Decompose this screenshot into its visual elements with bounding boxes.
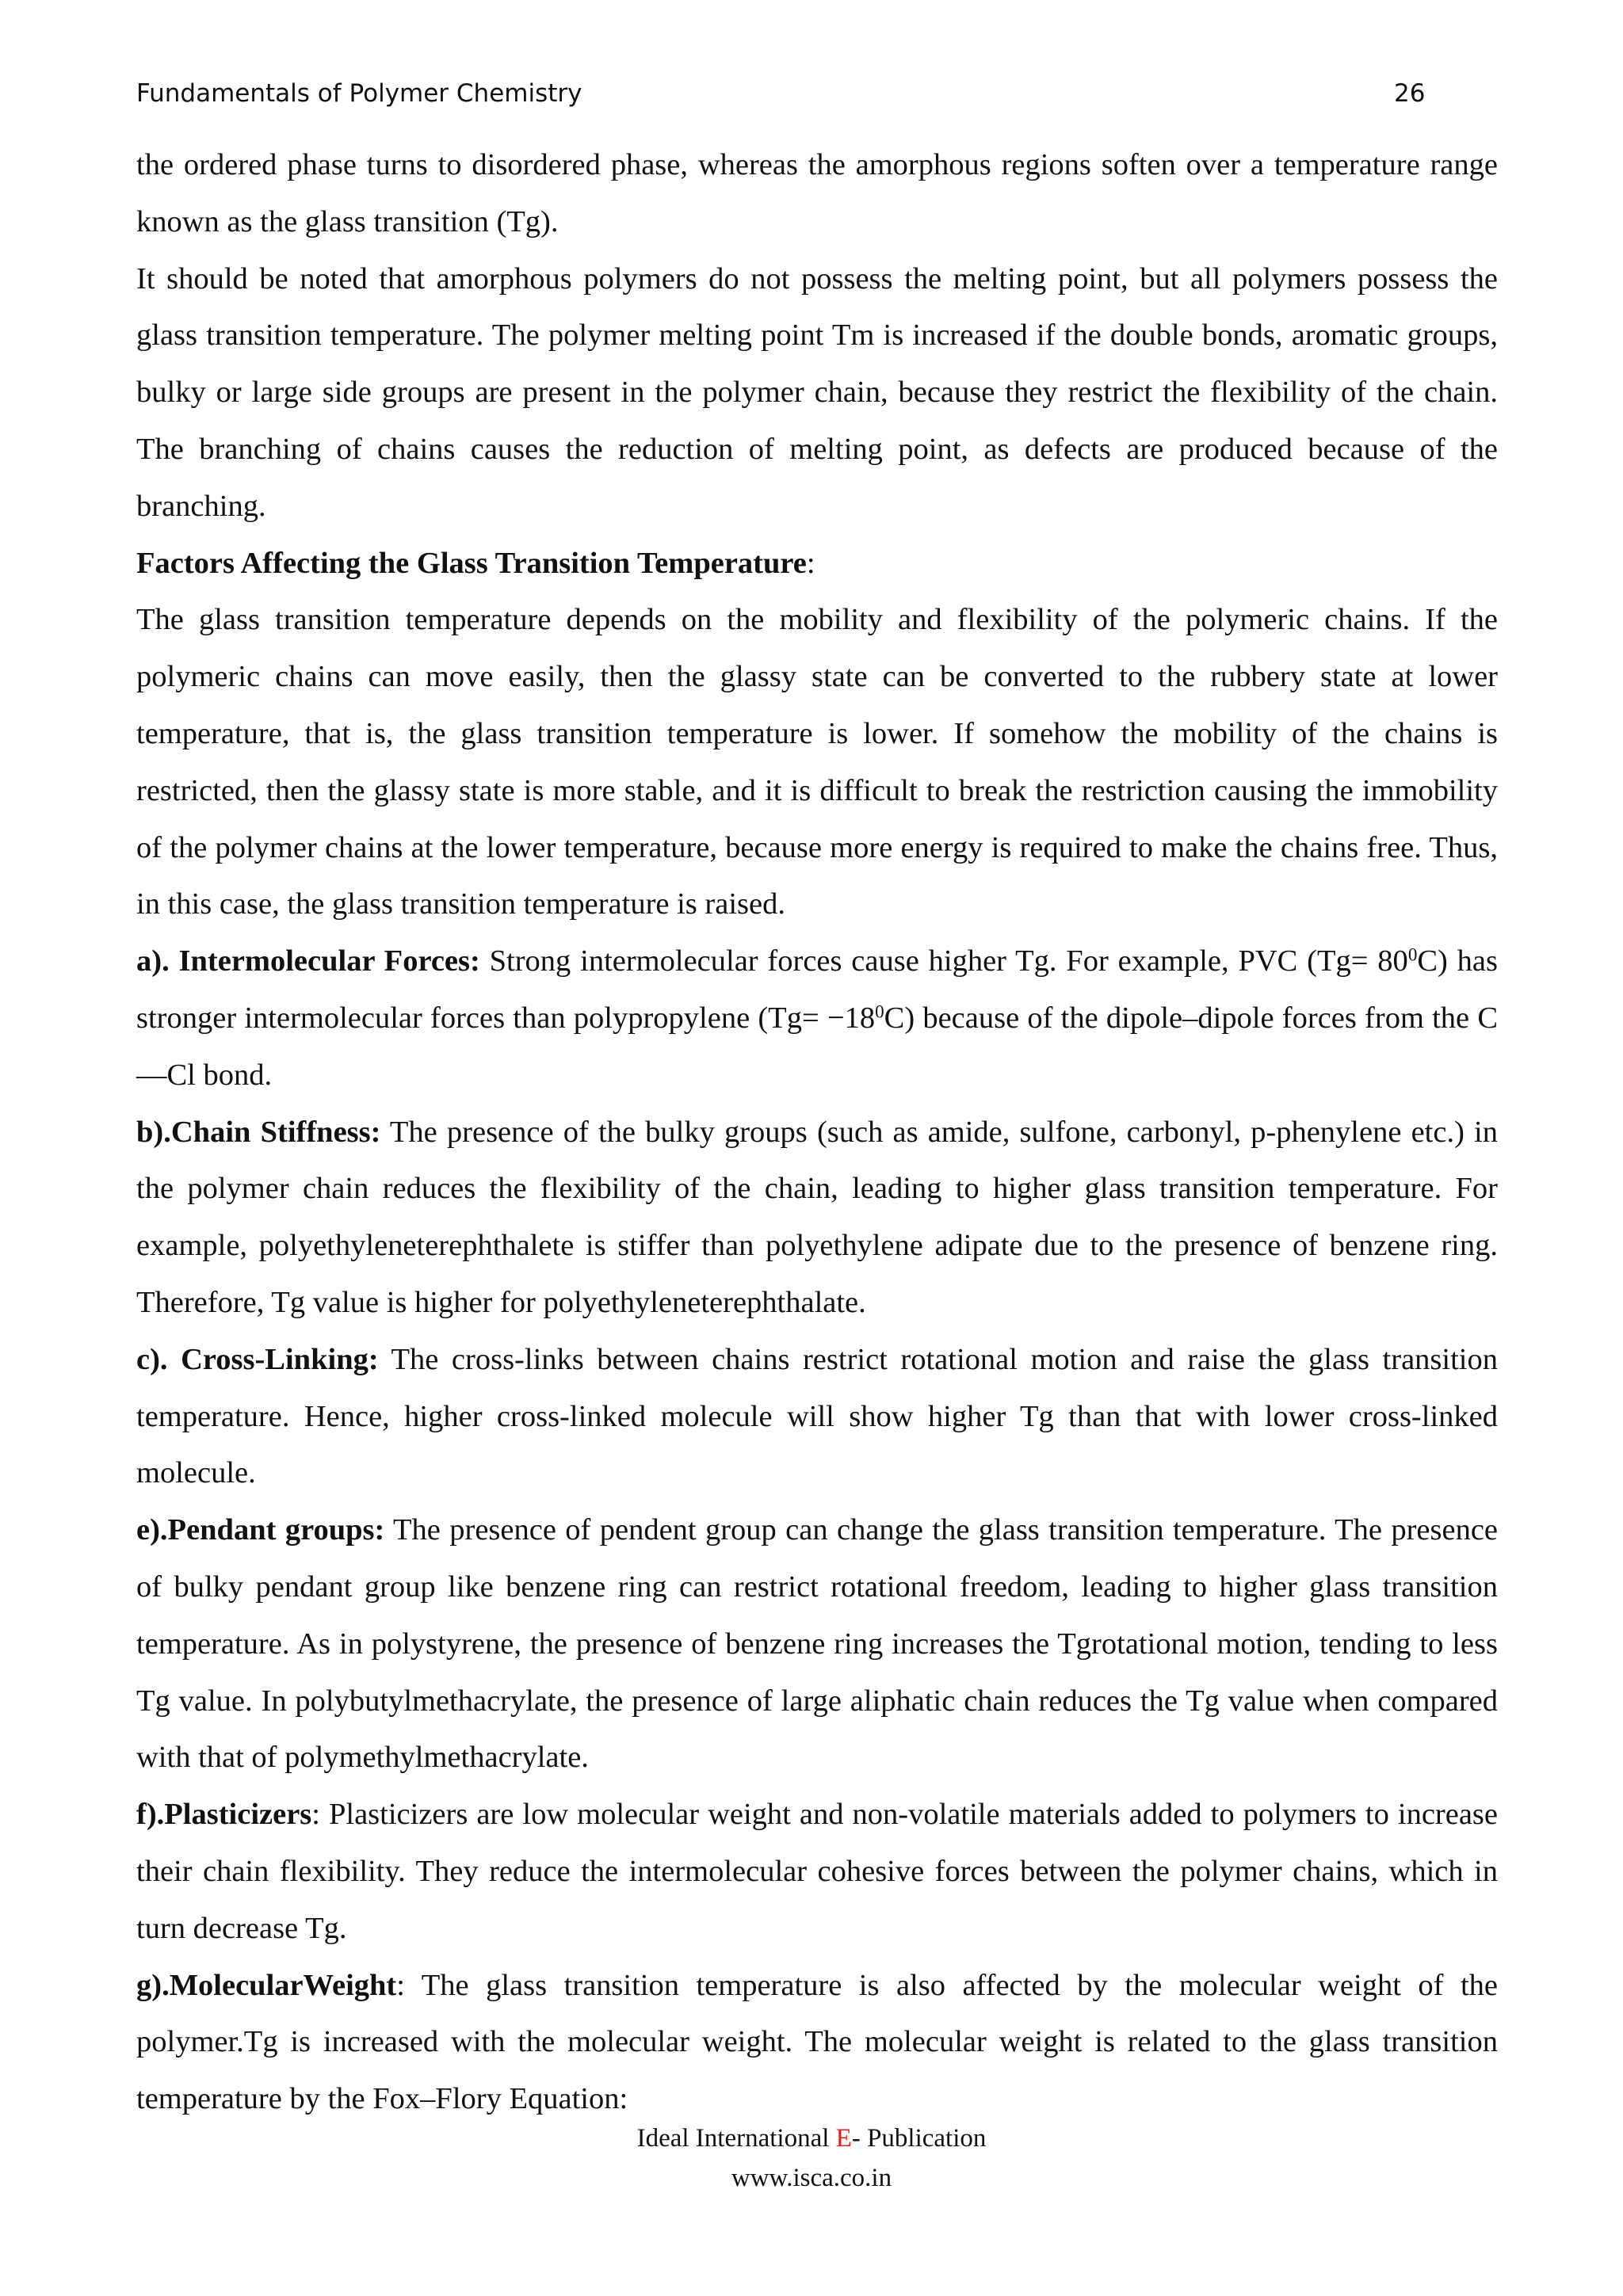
factor-cross-linking (136, 1332, 1498, 1502)
page-body (136, 137, 1498, 2128)
factor-c-text: The cross-links between chains restrict rotational motion and raise the glass transition temperature. Hence, higher cross-linked molecule will show higher Tg than that with lower cross-linked molecule. (136, 1342, 1498, 1490)
publisher-website: www.isca.co.in (731, 2164, 892, 2192)
page-header (136, 79, 1426, 108)
factor-a-text-1: Strong intermolecular forces cause higher Tg. For example, PVC (Tg= 80 (479, 944, 1408, 978)
factor-g-text: : The glass transition temperature is also affected by the molecular weight of the polymer.Tg is increased with the molecular weight. The molecular weight is related to the glass transition temperature by the Fox–Flory Equation: (136, 1968, 1498, 2116)
publisher-name (0, 2119, 1623, 2158)
publisher-name-start: Ideal International (636, 2124, 836, 2153)
factor-plasticizers (136, 1787, 1498, 1957)
page-footer (0, 2119, 1623, 2198)
factor-a-text-2: C) has stronger intermolecular forces than polypropylene (Tg= −18 (136, 944, 1499, 1035)
degree-superscript: 0 (875, 1001, 884, 1022)
paragraph-melting-point: It should be noted that amorphous polymers do not possess the melting point, but all polymers possess the glass transition temperature. The polymer melting point Tm is increased if the double bonds, aromatic groups, bulky or large side groups are present in the polymer chain, because they restrict the flexibility of the chain. The branching of chains causes the reduction of melting point, as defects are produced because of the branching. (136, 261, 1498, 523)
book-title: Fundamentals of Polymer Chemistry (136, 79, 582, 108)
factor-b-label: b).Chain Stiffness: (136, 1115, 381, 1149)
factor-a-text-3: C) because of the dipole–dipole forces from the C—Cl bond. (136, 1001, 1499, 1092)
section-heading-colon: : (806, 546, 815, 580)
degree-superscript: 0 (1407, 944, 1418, 965)
factor-a-label: a). Intermolecular Forces: (136, 944, 480, 978)
publisher-name-end: - Publication (851, 2124, 987, 2153)
factor-g-label: g).MolecularWeight (136, 1968, 397, 2002)
section-heading-line (136, 536, 1498, 593)
publisher-e-letter: E (835, 2124, 852, 2153)
factor-pendant-groups (136, 1502, 1498, 1787)
factor-molecular-weight (136, 1958, 1498, 2128)
factor-intermolecular-forces (136, 933, 1498, 1104)
factor-f-text: : Plasticizers are low molecular weight and non-volatile materials added to polymers to increase their chain flexibility. They reduce the intermolecular cohesive forces between the polymer chains, which in turn decrease Tg. (136, 1798, 1498, 1945)
factor-f-label: f).Plasticizers (136, 1798, 312, 1832)
page-number: 26 (1394, 79, 1426, 108)
paragraph-intro-continued: the ordered phase turns to disordered phase, whereas the amorphous regions soften over a temperature range known as the glass transition (Tg). (136, 148, 1498, 238)
factor-chain-stiffness (136, 1104, 1498, 1332)
factor-c-label: c). Cross-Linking: (136, 1342, 379, 1376)
factor-e-label: e).Pendant groups: (136, 1513, 385, 1547)
paragraph-glass-transition: The glass transition temperature depends on the mobility and flexibility of the polymeric chains. If the polymeric chains can move easily, then the glassy state can be converted to the rubbery state at lower temperature, that is, the glass transition temperature is lower. If somehow the mobility of the chains is restricted, then the glassy state is more stable, and it is difficult to break the restriction causing the immobility of the polymer chains at the lower temperature, because more energy is required to make the chains free. Thus, in this case, the glass transition temperature is raised. (136, 603, 1498, 921)
factor-b-text: The presence of the bulky groups (such as amide, sulfone, carbonyl, p-phenylene etc.) in the polymer chain reduces the flexibility of the chain, leading to higher glass transition temperature. For example, polyethyleneterephthalete is stiffer than polyethylene adipate due to the presence of benzene ring. Therefore, Tg value is higher for polyethyleneterephthalate. (136, 1115, 1498, 1319)
factor-e-text: The presence of pendent group can change the glass transition temperature. The presence of bulky pendant group like benzene ring can restrict rotational freedom, leading to higher glass transition temperature. As in polystyrene, the presence of benzene ring increases the Tgrotational motion, tending to less Tg value. In polybutylmethacrylate, the presence of large aliphatic chain reduces the Tg value when compared with that of polymethylmethacrylate. (136, 1513, 1498, 1775)
section-heading: Factors Affecting the Glass Transition Temperature (136, 546, 807, 580)
